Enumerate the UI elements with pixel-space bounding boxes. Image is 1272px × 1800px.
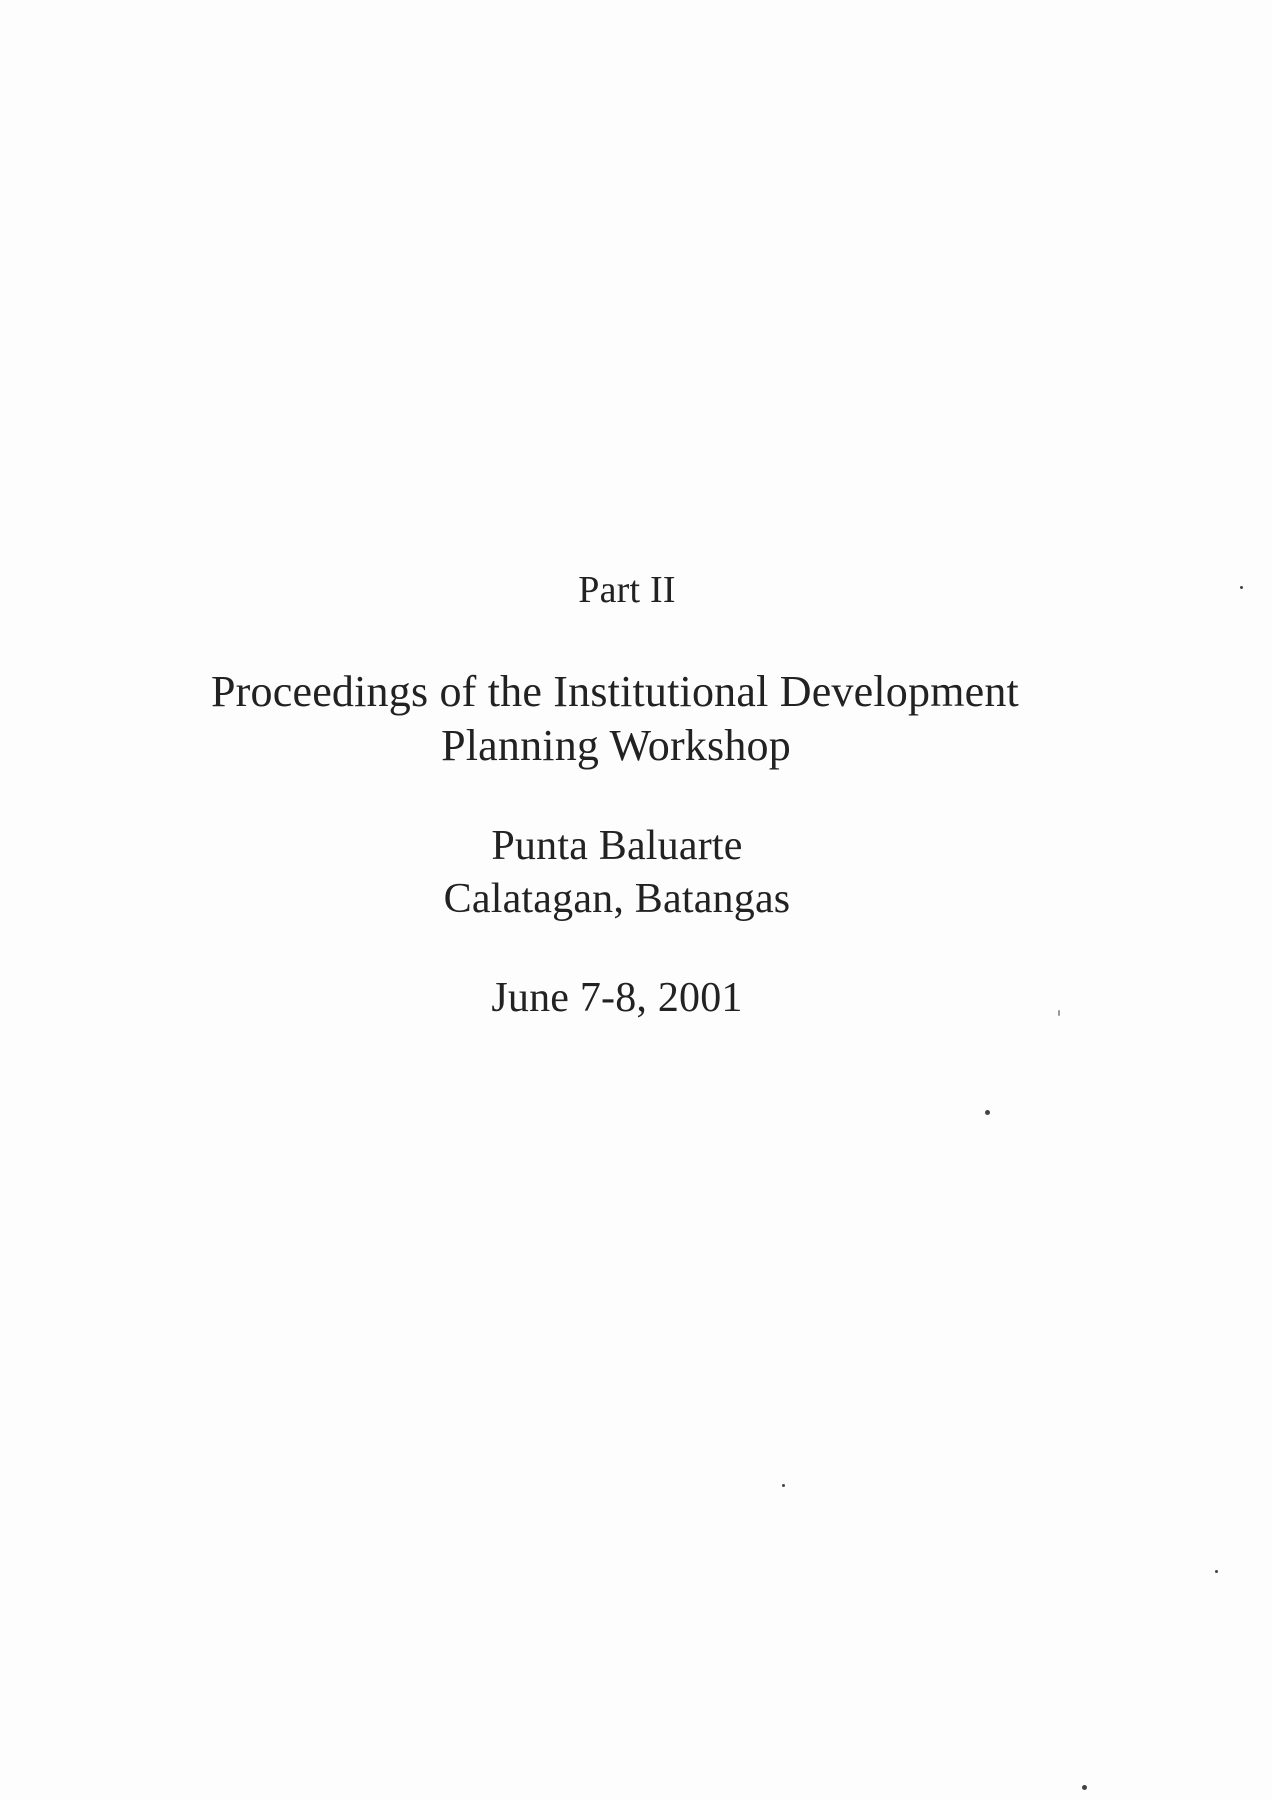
scan-speck (1082, 1785, 1087, 1790)
scan-speck (1215, 1570, 1218, 1573)
scan-speck (782, 1484, 785, 1487)
title-line-2: Planning Workshop (441, 721, 791, 770)
location-line-1: Punta Baluarte (491, 823, 743, 869)
title-line-1: Proceedings of the Institutional Development (211, 667, 1019, 716)
event-date: June 7-8, 2001 (491, 975, 743, 1021)
scan-speck (985, 1110, 990, 1115)
scan-speck (1240, 586, 1243, 589)
scan-speck (1058, 1010, 1060, 1016)
part-label: Part II (578, 569, 676, 611)
location-line-2: Calatagan, Batangas (443, 876, 791, 922)
